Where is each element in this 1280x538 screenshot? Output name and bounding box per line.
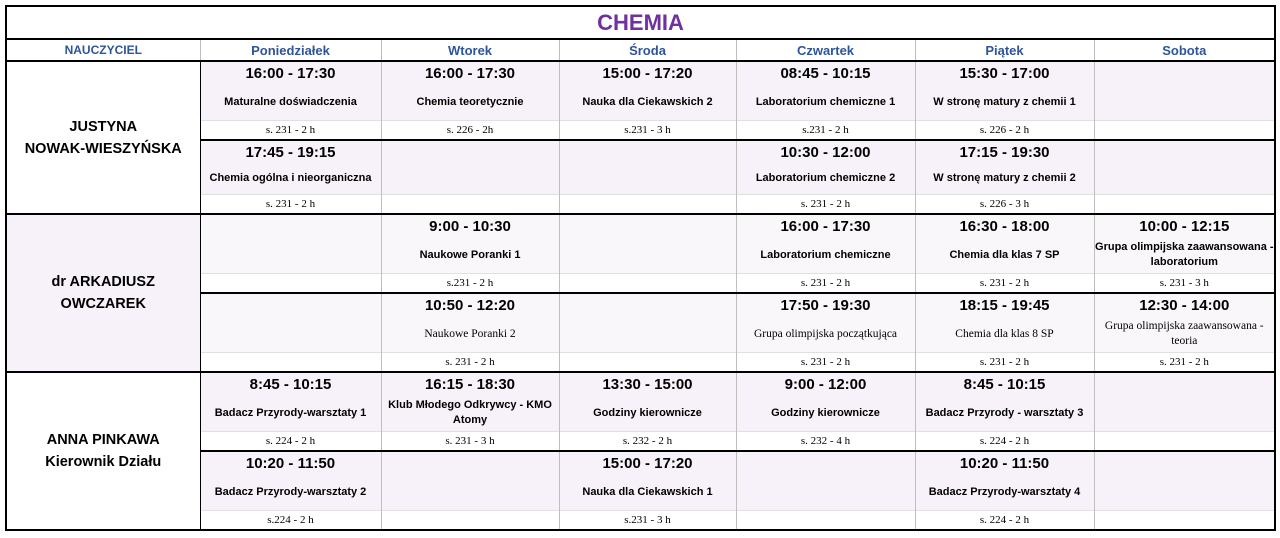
class-time: 15:30 - 17:00 bbox=[915, 61, 1094, 84]
class-subject bbox=[1094, 474, 1275, 511]
class-time: 10:50 - 12:20 bbox=[381, 293, 559, 316]
class-room: s.231 - 3 h bbox=[559, 121, 736, 141]
schedule-row bbox=[6, 61, 1275, 84]
class-room: s. 232 - 2 h bbox=[559, 432, 736, 452]
class-subject: Chemia dla klas 8 SP bbox=[915, 316, 1094, 353]
class-subject: Laboratorium chemiczne 1 bbox=[736, 84, 915, 121]
class-subject: Laboratorium chemiczne 2 bbox=[736, 163, 915, 195]
class-room bbox=[1094, 511, 1275, 531]
class-room: s. 226 - 2 h bbox=[915, 121, 1094, 141]
class-room bbox=[736, 511, 915, 531]
class-subject: Badacz Przyrody-warsztaty 2 bbox=[200, 474, 381, 511]
schedule-row bbox=[6, 372, 1275, 395]
class-time bbox=[1094, 372, 1275, 395]
class-room: s. 231 - 2 h bbox=[1094, 353, 1275, 373]
class-time: 16:00 - 17:30 bbox=[200, 61, 381, 84]
teacher-name bbox=[6, 214, 200, 372]
class-time: 08:45 - 10:15 bbox=[736, 61, 915, 84]
day-header-monday: Poniedziałek bbox=[200, 39, 381, 61]
class-time: 9:00 - 10:30 bbox=[381, 214, 559, 237]
class-time: 10:00 - 12:15 bbox=[1094, 214, 1275, 237]
class-room: s. 226 - 3 h bbox=[915, 195, 1094, 215]
teacher-name-line: dr ARKADIUSZ bbox=[51, 274, 155, 290]
class-subject: Badacz Przyrody - warsztaty 3 bbox=[915, 395, 1094, 432]
class-time: 10:20 - 11:50 bbox=[915, 451, 1094, 474]
class-room: s. 231 - 2 h bbox=[736, 195, 915, 215]
class-room: s. 224 - 2 h bbox=[915, 432, 1094, 452]
class-time: 16:00 - 17:30 bbox=[736, 214, 915, 237]
class-room: s.224 - 2 h bbox=[200, 511, 381, 531]
class-subject: Chemia dla klas 7 SP bbox=[915, 237, 1094, 274]
class-subject bbox=[736, 474, 915, 511]
class-subject: Godziny kierownicze bbox=[559, 395, 736, 432]
class-time: 13:30 - 15:00 bbox=[559, 372, 736, 395]
class-subject: Chemia ogólna i nieorganiczna bbox=[200, 163, 381, 195]
class-subject bbox=[559, 163, 736, 195]
class-subject: Laboratorium chemiczne bbox=[736, 237, 915, 274]
class-room: s. 232 - 4 h bbox=[736, 432, 915, 452]
schedule-container bbox=[5, 5, 1274, 531]
class-subject bbox=[381, 163, 559, 195]
teacher-name bbox=[6, 372, 200, 530]
class-room bbox=[200, 353, 381, 373]
class-subject: Naukowe Poranki 1 bbox=[381, 237, 559, 274]
class-time bbox=[200, 293, 381, 316]
class-subject bbox=[1094, 395, 1275, 432]
page-title: CHEMIA bbox=[6, 6, 1275, 39]
class-room bbox=[200, 274, 381, 294]
class-time bbox=[381, 140, 559, 163]
class-subject bbox=[200, 316, 381, 353]
class-subject: Maturalne doświadczenia bbox=[200, 84, 381, 121]
class-subject: Grupa olimpijska zaawansowana - teoria bbox=[1094, 316, 1275, 353]
class-subject bbox=[559, 237, 736, 274]
teacher-column-header: NAUCZYCIEL bbox=[6, 39, 200, 61]
class-subject: Nauka dla Ciekawskich 2 bbox=[559, 84, 736, 121]
teacher-name-line: Kierownik Działu bbox=[45, 454, 162, 470]
day-header-tuesday: Wtorek bbox=[381, 39, 559, 61]
class-subject: Klub Młodego Odkrywcy - KMO Atomy bbox=[381, 395, 559, 432]
class-room: s.231 - 2 h bbox=[381, 274, 559, 294]
class-subject: Grupa olimpijska początkująca bbox=[736, 316, 915, 353]
class-subject: Grupa olimpijska zaawansowana - laboratorium bbox=[1094, 237, 1275, 274]
class-room: s. 231 - 3 h bbox=[1094, 274, 1275, 294]
class-time: 17:45 - 19:15 bbox=[200, 140, 381, 163]
class-room: s. 226 - 2h bbox=[381, 121, 559, 141]
class-time bbox=[559, 140, 736, 163]
day-header-wednesday: Środa bbox=[559, 39, 736, 61]
class-time: 18:15 - 19:45 bbox=[915, 293, 1094, 316]
class-room: s. 224 - 2 h bbox=[915, 511, 1094, 531]
teacher-name-line: OWCZAREK bbox=[60, 296, 146, 312]
header-row bbox=[6, 39, 1275, 61]
day-header-saturday: Sobota bbox=[1094, 39, 1275, 61]
class-room: s.231 - 2 h bbox=[736, 121, 915, 141]
class-time bbox=[559, 293, 736, 316]
schedule-table bbox=[5, 5, 1276, 531]
class-room: s. 231 - 3 h bbox=[381, 432, 559, 452]
class-subject: Badacz Przyrody-warsztaty 4 bbox=[915, 474, 1094, 511]
class-room: s.231 - 3 h bbox=[559, 511, 736, 531]
class-subject bbox=[559, 316, 736, 353]
class-time bbox=[736, 451, 915, 474]
class-room bbox=[1094, 432, 1275, 452]
teacher-name-line: NOWAK-WIESZYŃSKA bbox=[24, 140, 182, 157]
class-time: 17:50 - 19:30 bbox=[736, 293, 915, 316]
class-subject bbox=[1094, 84, 1275, 121]
day-header-thursday: Czwartek bbox=[736, 39, 915, 61]
class-room bbox=[559, 274, 736, 294]
class-time: 8:45 - 10:15 bbox=[200, 372, 381, 395]
schedule-row bbox=[6, 214, 1275, 237]
class-subject bbox=[1094, 163, 1275, 195]
schedule-body bbox=[6, 6, 1275, 530]
class-time bbox=[1094, 140, 1275, 163]
class-room: s. 231 - 2 h bbox=[200, 121, 381, 141]
class-time: 9:00 - 12:00 bbox=[736, 372, 915, 395]
class-time: 10:30 - 12:00 bbox=[736, 140, 915, 163]
class-subject bbox=[381, 474, 559, 511]
class-time bbox=[1094, 451, 1275, 474]
class-time: 15:00 - 17:20 bbox=[559, 451, 736, 474]
class-subject: Nauka dla Ciekawskich 1 bbox=[559, 474, 736, 511]
class-time: 8:45 - 10:15 bbox=[915, 372, 1094, 395]
class-time: 16:15 - 18:30 bbox=[381, 372, 559, 395]
class-time: 17:15 - 19:30 bbox=[915, 140, 1094, 163]
class-time: 15:00 - 17:20 bbox=[559, 61, 736, 84]
class-room: s. 231 - 2 h bbox=[200, 195, 381, 215]
class-time bbox=[1094, 61, 1275, 84]
class-subject: Godziny kierownicze bbox=[736, 395, 915, 432]
class-time: 16:30 - 18:00 bbox=[915, 214, 1094, 237]
day-header-friday: Piątek bbox=[915, 39, 1094, 61]
class-time: 10:20 - 11:50 bbox=[200, 451, 381, 474]
class-room bbox=[559, 195, 736, 215]
class-room: s. 224 - 2 h bbox=[200, 432, 381, 452]
class-room: s. 231 - 2 h bbox=[381, 353, 559, 373]
class-subject: Badacz Przyrody-warsztaty 1 bbox=[200, 395, 381, 432]
teacher-name-line: ANNA PINKAWA bbox=[46, 432, 160, 448]
class-room: s. 231 - 2 h bbox=[915, 353, 1094, 373]
class-room bbox=[381, 511, 559, 531]
class-time: 12:30 - 14:00 bbox=[1094, 293, 1275, 316]
class-time bbox=[200, 214, 381, 237]
class-subject: W stronę matury z chemii 1 bbox=[915, 84, 1094, 121]
class-time bbox=[381, 451, 559, 474]
class-room bbox=[381, 195, 559, 215]
class-room: s. 231 - 2 h bbox=[736, 274, 915, 294]
class-subject bbox=[200, 237, 381, 274]
class-time bbox=[559, 214, 736, 237]
class-room: s. 231 - 2 h bbox=[736, 353, 915, 373]
class-subject: Chemia teoretycznie bbox=[381, 84, 559, 121]
class-subject: Naukowe Poranki 2 bbox=[381, 316, 559, 353]
class-room bbox=[559, 353, 736, 373]
class-subject: W stronę matury z chemii 2 bbox=[915, 163, 1094, 195]
class-room bbox=[1094, 121, 1275, 141]
class-time: 16:00 - 17:30 bbox=[381, 61, 559, 84]
class-room bbox=[1094, 195, 1275, 215]
teacher-name-line: JUSTYNA bbox=[69, 118, 138, 135]
class-room: s. 231 - 2 h bbox=[915, 274, 1094, 294]
teacher-name bbox=[6, 61, 200, 214]
